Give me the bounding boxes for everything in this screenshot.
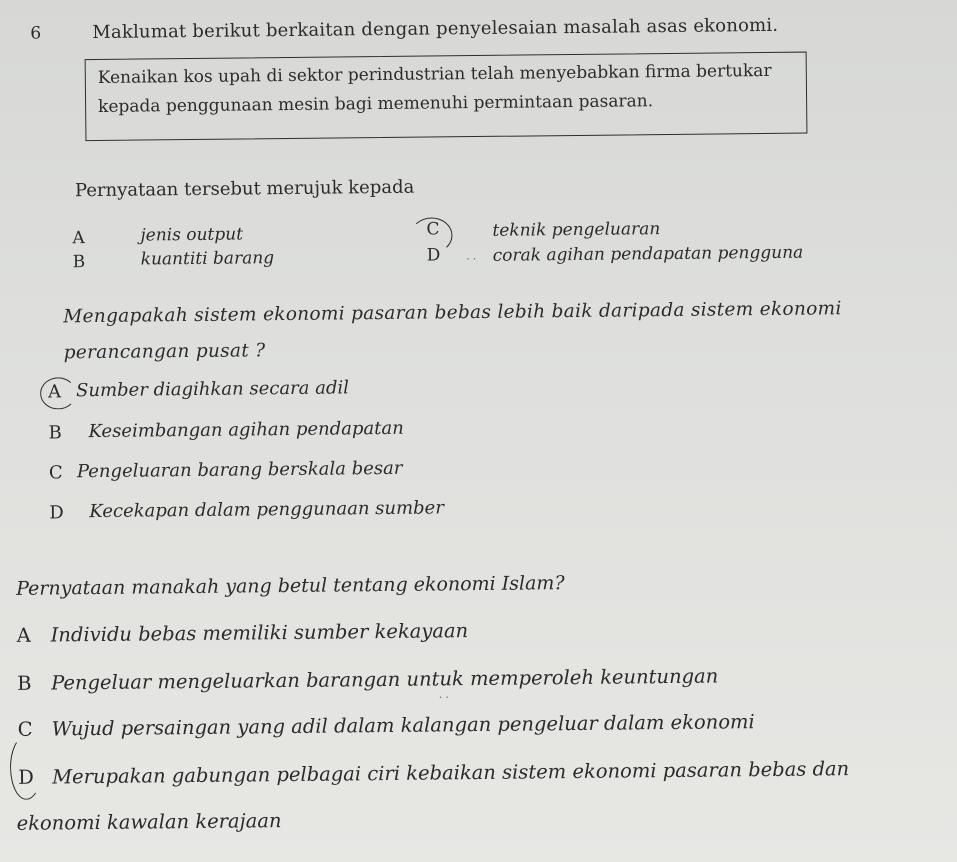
question-6-info-box xyxy=(85,52,808,142)
question-7-option-d-letter: D xyxy=(49,502,64,524)
pencil-mark-icon: ˙˙ xyxy=(437,695,451,711)
question-8-option-b-text: Pengeluar mengeluarkan barangan untuk memperoleh keuntungan xyxy=(51,664,719,695)
question-8-option-d-continuation: ekonomi kawalan kerajaan xyxy=(16,809,282,835)
question-8-stem: Pernyataan manakah yang betul tentang ekonomi Islam? xyxy=(16,572,565,600)
question-7-option-d-text: Kecekapan dalam penggunaan sumber xyxy=(89,497,444,523)
question-7-option-c-letter: C xyxy=(48,462,63,484)
question-7-option-a-letter: A xyxy=(47,381,62,403)
question-6-option-a-letter: A xyxy=(72,228,85,249)
question-8-option-a-letter: A xyxy=(16,623,31,647)
question-6-option-d-letter: D xyxy=(426,245,441,266)
question-7-option-b-text: Keseimbangan agihan pendapatan xyxy=(88,417,404,443)
question-6-option-a-text: jenis output xyxy=(140,224,244,246)
answer-mark-circle-icon xyxy=(10,736,43,800)
question-6-stem: Pernyataan tersebut merujuk kepada xyxy=(74,176,415,202)
question-7-stem-line-2: perancangan pusat ? xyxy=(63,340,266,364)
question-7-option-b-letter: B xyxy=(48,422,62,444)
question-6-option-d-text: corak agihan pendapatan pengguna xyxy=(492,242,804,266)
info-box-line-1: Kenaikan kos upah di sektor perindustrian telah menyebabkan firma bertukar xyxy=(97,60,772,88)
question-8-option-d-letter: D xyxy=(18,765,34,789)
question-8-option-c-text: Wujud persaingan yang adil dalam kalangan pengeluar dalam ekonomi xyxy=(51,710,755,741)
question-8-option-a-text: Individu bebas memiliki sumber kekayaan xyxy=(50,619,469,647)
question-6-option-b-letter: B xyxy=(72,252,86,273)
answer-mark-circle-icon xyxy=(410,217,452,253)
question-7-option-c-text: Pengeluaran barang berskala besar xyxy=(76,457,403,483)
question-7-option-a-text: Sumber diagihkan secara adil xyxy=(75,377,350,402)
answer-mark-circle-icon xyxy=(40,377,76,409)
question-6-intro: Maklumat berikut berkaitan dengan penyelesaian masalah asas ekonomi. xyxy=(92,14,779,44)
question-6-option-c-text: teknik pengeluaran xyxy=(492,219,661,241)
pencil-mark-icon: ˙˙ xyxy=(464,257,478,273)
question-7-stem-line-1: Mengapakah sistem ekonomi pasaran bebas lebih baik daripada sistem ekonomi xyxy=(63,298,842,328)
info-box-line-2: kepada penggunaan mesin bagi memenuhi permintaan pasaran. xyxy=(98,91,654,117)
question-6-option-b-text: kuantiti barang xyxy=(140,248,275,270)
question-6-option-c-letter: C xyxy=(426,219,440,240)
question-8-option-c-letter: C xyxy=(17,717,33,741)
question-8-option-b-letter: B xyxy=(17,671,32,695)
question-8-option-d-text: Merupakan gabungan pelbagai ciri kebaikan sistem ekonomi pasaran bebas dan xyxy=(52,757,850,789)
question-6-number: 6 xyxy=(30,23,42,44)
